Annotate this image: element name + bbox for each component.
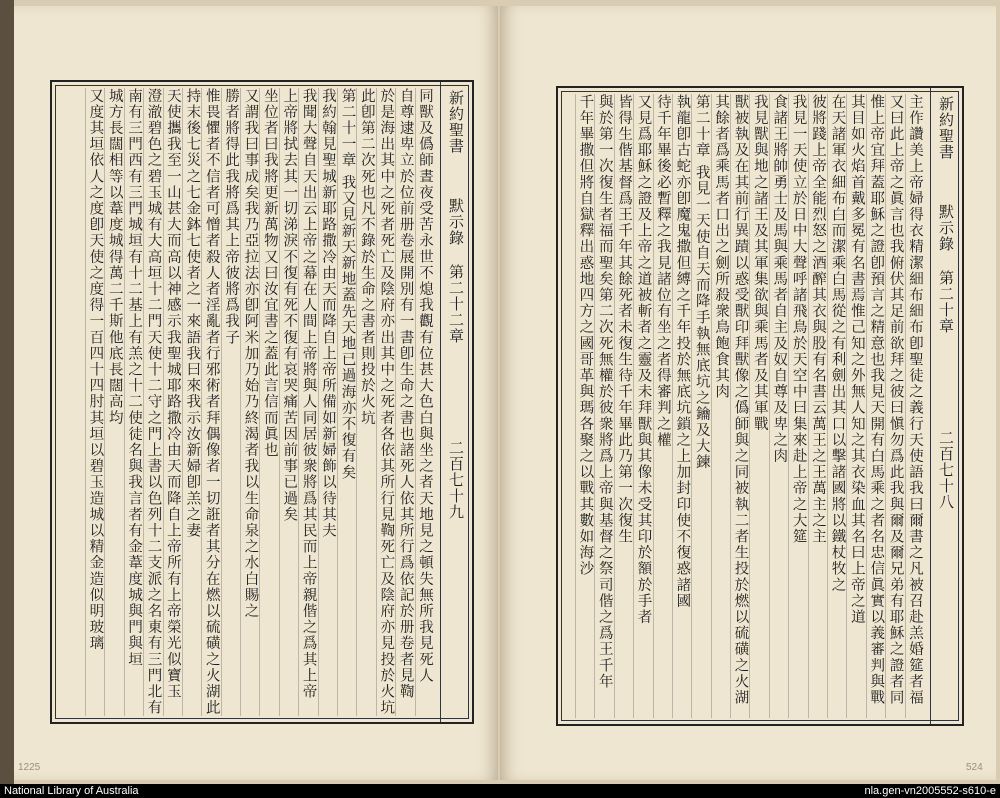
text-column: 第二十章 我見一天使自天而降手執無底坑之鑰及大鍊: [691, 94, 710, 718]
right-page: [500, 6, 996, 780]
text-column: 第二十一章 我又見新天新地蓋先天地已過海亦不復有矣: [337, 88, 356, 716]
right-text-frame: [556, 86, 964, 726]
chapter-book: 默示錄: [447, 198, 465, 246]
footer-identifier: nla.gen-vn2005552-s610-e: [864, 785, 996, 797]
right-body-text: [564, 94, 924, 718]
book-title: 新約聖書: [937, 96, 955, 160]
left-page: [14, 6, 498, 780]
text-column: 澄澈碧色之碧玉城有大高垣十二門天使十二守之門上書以色列十二支派之名東有三門北有: [143, 88, 162, 716]
text-column: 此卽第二次死也凡不錄於生命之書者則投於火坑: [356, 88, 375, 716]
text-column: 城方長闊相等以葦度城得萬二千斯他底長闊高均: [104, 88, 123, 716]
text-column: 同獸及僞師晝夜受苦永世不熄我觀有位甚大色白與坐之者天地見之頓失無所我見死人: [415, 88, 434, 716]
book-title: 新約聖書: [447, 90, 465, 154]
footer-bar: [0, 784, 1000, 798]
text-column: 天使攜我至一山甚大而高以神感示我聖城耶路撒冷由天而降自上帝所有上帝榮光似寶玉: [163, 88, 182, 716]
text-column: 坐位者曰我將更新萬物又曰汝宜書之蓋此言信而眞也: [259, 88, 278, 716]
text-column: 待千年畢後必暫釋之我見諸位有坐之者得審判之權: [653, 94, 672, 718]
text-column: 我見一天使立於日中大聲呼諸飛鳥於天空中曰集來赴上帝之大筵: [788, 94, 807, 718]
chapter-book: 默示錄: [937, 204, 955, 252]
pencil-mark: 1225: [18, 762, 41, 773]
book-cover-edge: [0, 0, 14, 784]
text-column: 持末後七災之七金鉢七使者之一來語我曰來我示汝新婦卽羔之妻: [182, 88, 201, 716]
left-body-text: [58, 88, 434, 716]
text-column: 又度其垣依人之度卽天使之度得一百四十四肘其垣以碧玉造城以精金造似明玻璃: [85, 88, 104, 716]
left-margin-column: [440, 82, 472, 722]
text-column: 食諸王將帥勇士及馬與乘馬者自主及奴自尊及卑之肉: [769, 94, 788, 718]
page-number: 二百七十八: [937, 430, 955, 510]
text-column: 與於第一次復生者福而聖矣第二次死無權於彼衆將爲上帝與基督之祭司偕之爲王千年: [594, 94, 613, 718]
text-column: 在天諸軍衣細布白而潔乘白馬從之有利劍出其口以擊諸國將以鐵杖牧之: [827, 94, 846, 718]
text-column: 又謂我曰事成矣我乃亞拉法亦卽阿米加乃始乃終渴者我以生命泉之水白賜之: [240, 88, 259, 716]
text-column: 自尊逮卑立於位前册卷展開別有一書卽生命之書也諸死人依其所行爲依記於册卷者見鞫: [395, 88, 414, 716]
text-column: 皆得生偕基督爲王千年其餘死者未復生待千年畢此乃第一次復生: [614, 94, 633, 718]
text-column: 惟上帝宜拜蓋耶穌之證卽預言之精意也我見天開有白馬乘之者名忠信眞實以義審判與戰: [866, 94, 885, 718]
chapter-heading: 第二十二章: [447, 264, 465, 344]
chapter-heading: 第二十章: [937, 270, 955, 334]
text-column: 千年畢撒但將自獄釋出惑地四方之國哥革與瑪各聚之以戰其數如海沙: [575, 94, 594, 718]
text-column: 彼將踐上帝全能烈怒之酒醡其衣與股有名書云萬王之王萬主之主: [808, 94, 827, 718]
left-text-frame: [50, 80, 474, 724]
text-column: 執龍卽古蛇亦卽魔鬼撒但縛之千年投於無底坑鎖之上加封印使不復惑諸國: [672, 94, 691, 718]
text-column: 獸被執及在其前行異蹟以惑受獸印拜獸像之僞師與之同被執二者生投於燃以硫磺之火湖: [730, 94, 749, 718]
pencil-mark: 524: [966, 762, 983, 773]
text-column: 勝者將得此我將爲其上帝彼將爲我子: [221, 88, 240, 716]
text-column: 主作讚美上帝婦得衣精潔細布細布卽聖徒之義行天使語我曰爾書之凡被召赴羔婚筵者福: [905, 94, 924, 718]
text-column: 於是海出其中之死者死亡及陰府亦出其中之死者各依其所行見鞫死亡及陰府亦見投於火坑: [376, 88, 395, 716]
text-column: 其目如火焰首戴多冕有名書焉惟己知之外無人知之其衣染血其名曰上帝之道: [846, 94, 865, 718]
text-column: 又見爲耶穌之證及上帝之道被斬者之靈及未拜獸與其像未受其印於額於手者: [633, 94, 652, 718]
footer-library-name: National Library of Australia: [4, 785, 139, 797]
text-column: 我見獸與地之諸王及其軍集欲與乘馬者及其軍戰: [749, 94, 768, 718]
text-column: 其餘者爲乘馬者口出之劍所殺衆鳥飽食其肉: [711, 94, 730, 718]
text-column: 我約翰見聖城新耶路撒冷由天而降自上帝所備如新婦飾以待其夫: [318, 88, 337, 716]
text-column: 上帝將拭去其一切涕淚不復有死不復有哀哭痛苦因前事已過矣: [279, 88, 298, 716]
right-margin-column: [930, 88, 962, 724]
page-number: 二百七十九: [447, 440, 465, 520]
text-column: 惟畏懼者不信者可憎者殺人者淫亂者行邪術者拜偶像者一切誑者其分在燃以硫磺之火湖此: [201, 88, 220, 716]
text-column: 南有三門西有三門城垣有十二基上有羔之十二使徒名與我言者有金葦度城與門與垣: [124, 88, 143, 716]
text-column: 又曰此上帝之眞言也我俯伏其足前欲拜之彼曰愼勿爲此我與爾及爾兄弟有耶穌之證者同: [885, 94, 904, 718]
text-column: 我聞大聲自天出云上帝之幕在人間上帝將與人同居彼衆將爲其民而上帝親偕之爲其上帝: [298, 88, 317, 716]
